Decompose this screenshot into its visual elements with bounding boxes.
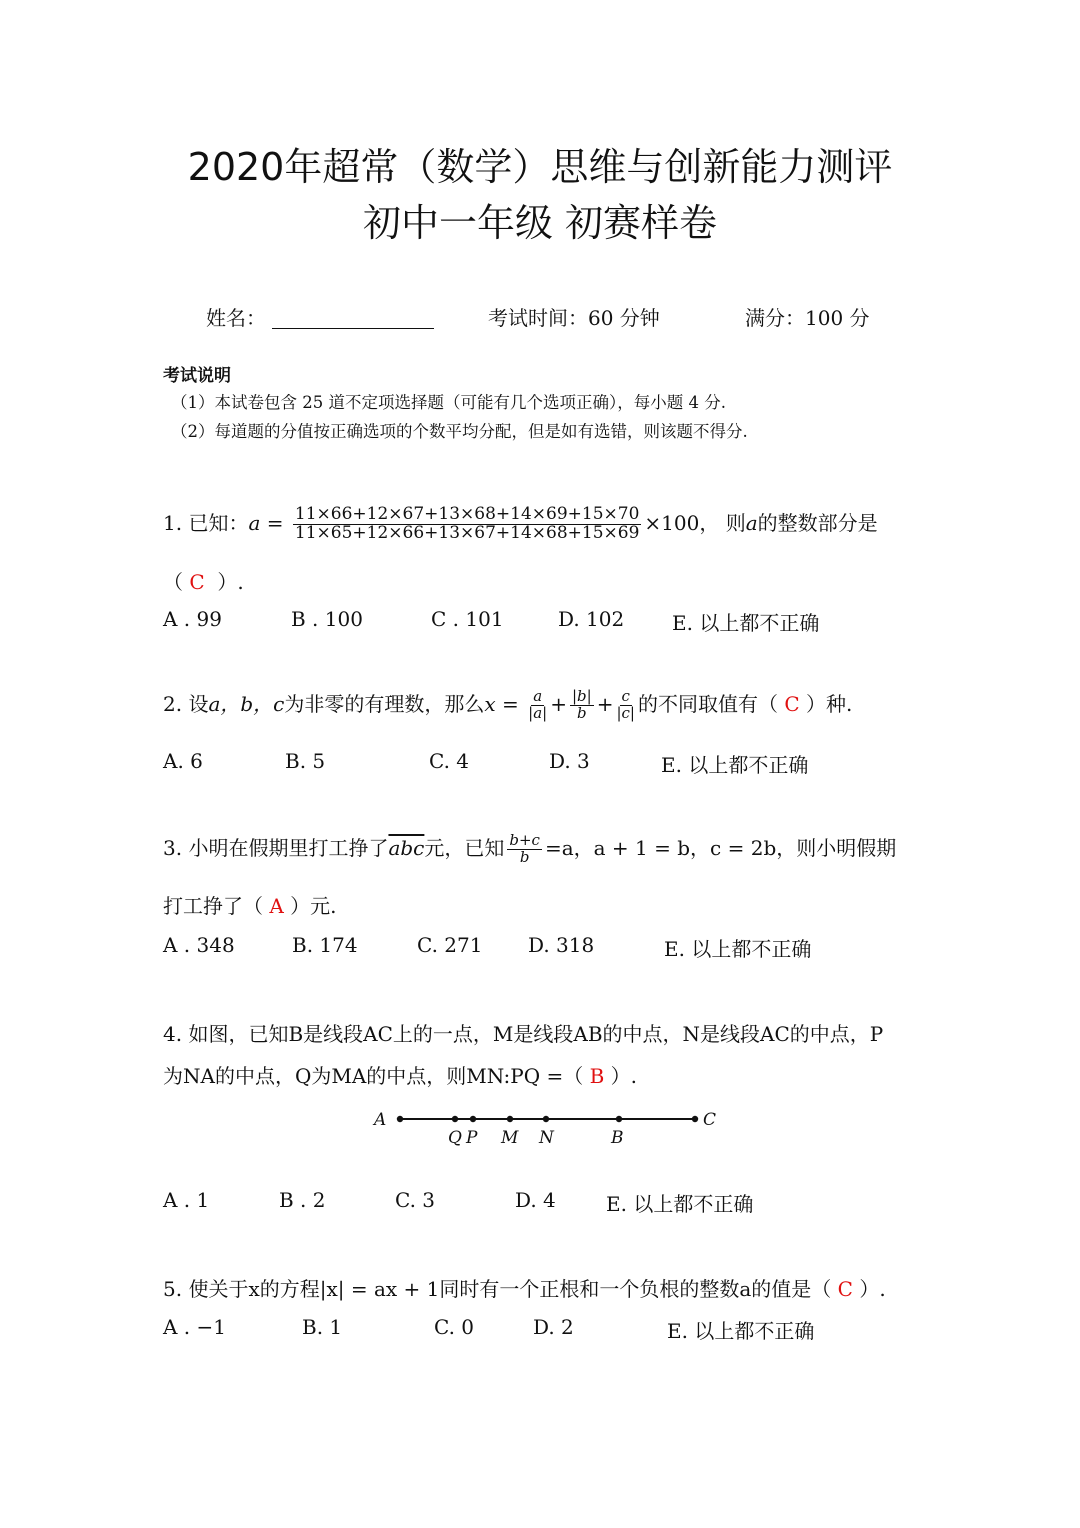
exam-title-line2: 初中一年级 初赛样卷	[362, 201, 718, 245]
option-e: E. 以上都不正确	[606, 1192, 754, 1216]
question-1-answer-line	[163, 566, 244, 595]
fraction-numerator: a	[533, 687, 543, 706]
option-d: D. 102	[558, 607, 625, 631]
variable-a: a	[745, 510, 758, 535]
question-text: 为非零的有理数，那么	[284, 692, 485, 716]
point-q	[452, 1116, 458, 1122]
name-field	[206, 302, 434, 331]
name-blank-line	[272, 308, 434, 329]
question-text: 元，已知	[424, 836, 505, 860]
point-p	[470, 1116, 476, 1122]
option-b: B. 1	[302, 1315, 343, 1339]
fraction-denominator: b	[519, 848, 530, 866]
question-1	[163, 506, 878, 543]
fraction-denominator: 11×65+12×66+13×67+14×68+15×69	[294, 522, 640, 543]
times-100: ×100，	[644, 510, 720, 535]
option-b: B . 100	[291, 607, 363, 631]
fraction-denominator: b	[577, 704, 587, 722]
fraction-numerator: |b|	[571, 687, 592, 706]
option-e: E. 以上都不正确	[667, 1319, 815, 1343]
fraction-numerator: c	[621, 687, 630, 706]
question-text: ）种.	[806, 692, 853, 716]
fraction	[293, 506, 642, 543]
point-a	[397, 1116, 403, 1122]
question-number: 2.	[163, 692, 183, 716]
question-text: 已知：	[188, 510, 249, 535]
answer-mark: B	[589, 1064, 605, 1088]
label-b: B	[611, 1128, 624, 1148]
equals-sign: =	[260, 510, 290, 535]
question-text: 使关于x的方程|x| = ax + 1同时有一个正根和一个负根的整数a的值是（	[188, 1277, 832, 1301]
question-text: 则	[725, 510, 746, 535]
option-d: D. 318	[528, 933, 595, 957]
option-a: A . 99	[163, 607, 222, 631]
question-5	[163, 1273, 886, 1302]
option-e: E. 以上都不正确	[672, 611, 820, 635]
answer-mark: A	[269, 894, 284, 918]
plus-sign: +	[550, 692, 567, 716]
fraction-numerator: 11×66+12×67+13×68+14×69+15×70	[294, 504, 640, 524]
option-a: A . 348	[163, 933, 235, 957]
question-text: =a，a + 1 = b，c = 2b，则小明假期	[544, 836, 897, 860]
option-e: E. 以上都不正确	[664, 937, 812, 961]
point-b	[616, 1116, 622, 1122]
question-text: ）元.	[290, 894, 337, 918]
label-c: C	[703, 1110, 717, 1130]
exam-time: 考试时间：60 分钟	[488, 306, 660, 330]
option-c: C. 0	[434, 1315, 475, 1339]
option-c: C. 271	[417, 933, 483, 957]
x-equals: x =	[484, 692, 526, 716]
question-3-line2	[163, 890, 337, 919]
option-b: B . 2	[279, 1188, 326, 1212]
option-d: D. 4	[515, 1188, 556, 1212]
question-4-line2	[163, 1060, 637, 1089]
question-number: 3.	[163, 836, 183, 860]
answer-mark: C	[784, 692, 800, 716]
instruction-item: （1）本试卷包含 25 道不定项选择题（可能有几个选项正确），每小题 4 分.	[171, 393, 726, 412]
overlined-abc: $\overline{abc}$	[388, 836, 425, 860]
option-a: A . 1	[163, 1188, 210, 1212]
option-c: C. 3	[395, 1188, 436, 1212]
question-3	[163, 832, 896, 866]
fraction	[616, 689, 635, 722]
question-number: 1.	[163, 510, 183, 535]
variable-a: a	[248, 510, 261, 535]
question-text: ）.	[859, 1277, 886, 1301]
question-text: 为NA的中点，Q为MA的中点，则MN:PQ =（	[163, 1064, 584, 1088]
question-text: 小明在假期里打工挣了	[188, 836, 389, 860]
question-number: 4.	[163, 1022, 183, 1046]
plus-sign: +	[596, 692, 614, 716]
option-b: B. 5	[285, 749, 326, 773]
question-2	[163, 688, 852, 722]
question-number: 5.	[163, 1277, 183, 1301]
paren: （	[163, 570, 183, 594]
label-q: Q	[448, 1128, 462, 1148]
paren: ）.	[217, 570, 244, 594]
fraction-denominator: |a|	[528, 704, 548, 722]
name-label: 姓名：	[206, 306, 266, 330]
question-text: 的整数部分是	[757, 510, 878, 535]
option-c: C. 4	[429, 749, 470, 773]
fraction	[528, 689, 547, 722]
question-text: 打工挣了（	[163, 894, 263, 918]
fraction	[507, 833, 542, 866]
option-d: D. 2	[533, 1315, 574, 1339]
fraction-numerator: b+c	[509, 831, 540, 850]
point-m	[507, 1116, 513, 1122]
question-4	[163, 1018, 883, 1047]
label-p: P	[466, 1128, 478, 1148]
answer-mark: C	[837, 1277, 853, 1301]
option-b: B. 174	[292, 933, 358, 957]
option-d: D. 3	[549, 749, 590, 773]
option-c: C . 101	[431, 607, 504, 631]
answer-mark: C	[189, 570, 205, 594]
question-text: 的不同取值有（	[637, 692, 778, 716]
point-n	[543, 1116, 549, 1122]
question-text: ）.	[610, 1064, 638, 1088]
fraction-denominator: |c|	[616, 704, 635, 722]
label-m: M	[501, 1128, 519, 1148]
instruction-item: （2）每道题的分值按正确选项的个数平均分配，但是如有选错，则该题不得分.	[171, 422, 748, 441]
label-a: A	[374, 1110, 387, 1130]
question-text: 设	[188, 692, 209, 716]
exam-title-line1: 2020年超常（数学）思维与创新能力测评	[187, 145, 893, 189]
instructions-heading: 考试说明	[163, 366, 231, 386]
label-n: N	[539, 1128, 554, 1148]
point-c	[692, 1116, 698, 1122]
fraction	[570, 689, 594, 722]
option-e: E. 以上都不正确	[661, 753, 809, 777]
full-score: 满分：100 分	[745, 306, 870, 330]
option-a: A . −1	[163, 1315, 226, 1339]
question-text: 如图，已知B是线段AC上的一点，M是线段AB的中点，N是线段AC的中点，P	[188, 1022, 884, 1046]
variables: a，b，c	[208, 692, 285, 716]
segment-diagram	[360, 1100, 740, 1156]
option-a: A. 6	[163, 749, 203, 773]
